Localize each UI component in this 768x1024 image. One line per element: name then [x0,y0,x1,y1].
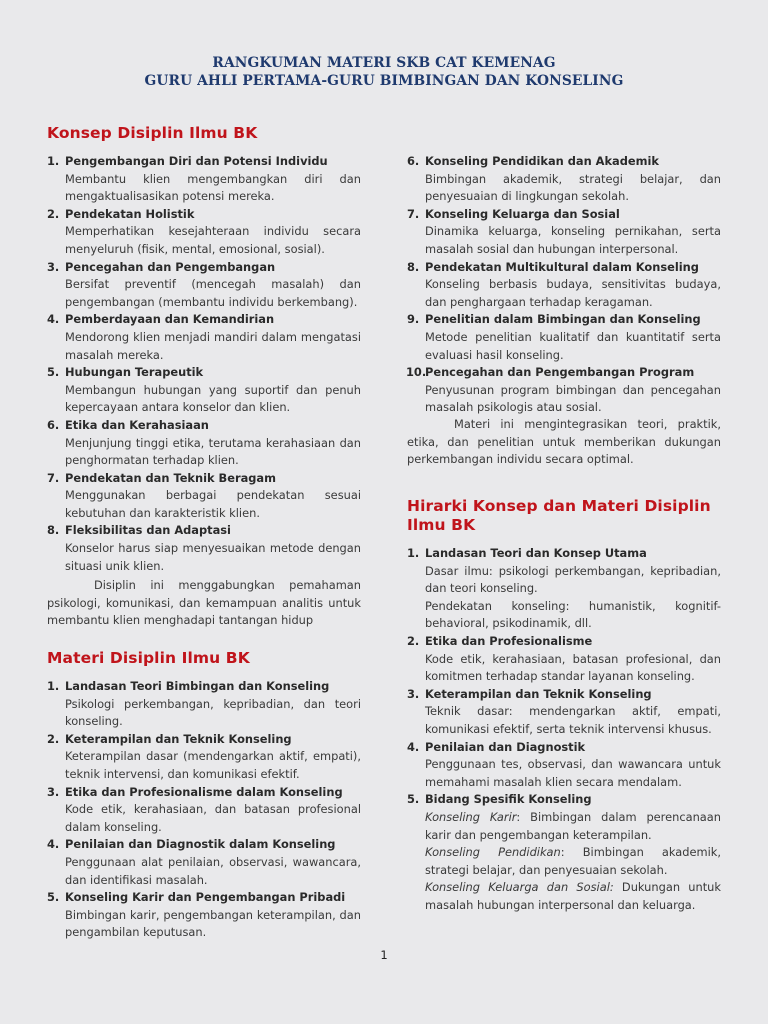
document-title [0,54,768,90]
item-number: 5. [407,792,420,807]
title-line-1: RANGKUMAN MATERI SKB CAT KEMENAG [212,55,556,71]
item-description: Psikologi perkembangan, kepribadian, dan teori konseling. [65,696,361,729]
konsep-summary: Disiplin ini menggabungkan pemahaman psikologi, komunikasi, dan kemampuan analitis untuk membantu klien menghadapi tantangan hidup [47,578,361,628]
item-title: Landasan Teori dan Konsep Utama [425,546,647,560]
list-item [47,470,361,523]
item-description: Metode penelitian kualitatif dan kuantitatif serta evaluasi hasil konseling. [425,329,721,362]
item-number: 1. [407,546,420,560]
item-title: Keterampilan dan Teknik Konseling [65,731,292,746]
sub-item [425,879,721,914]
item-number: 4. [407,739,420,754]
list-item [407,153,721,206]
item-number: 8. [47,523,60,538]
item-title: Hubungan Terapeutik [65,365,204,380]
item-title: Etika dan Profesionalisme [425,633,593,648]
materi-list [47,678,361,942]
item-description: Konselor harus siap menyesuaikan metode dengan situasi unik klien. [65,541,361,573]
list-item [47,206,361,259]
item-number: 8. [407,259,420,274]
item-description: Bersifat preventif (mencegah masalah) dan pengembangan (membantu individu berkembang). [65,277,361,309]
sub-item: Konseling Pendidikan: Bimbingan akademik, strategi belajar, dan penyesuaian sekolah. [425,845,722,877]
item-title: Pencegahan dan Pengembangan [65,259,276,274]
list-item [47,259,361,312]
item-title: Fleksibilitas dan Adaptasi [65,523,231,538]
item-description: Kode etik, kerahasiaan, dan batasan profesional dalam konseling. [65,802,361,834]
item-number: 7. [407,206,420,221]
item-description: Penggunaan tes, observasi, dan wawancara untuk memahami masalah klien secara mendalam. [425,757,721,789]
list-item [47,417,361,470]
hirarki-list [407,545,721,914]
item-title: Pengembangan Diri dan Potensi Individu [65,154,328,168]
sub-item-text: Dukungan untuk masalah hubungan interpersonal dan keluarga. [425,880,721,912]
item-description: Penggunaan alat penilaian, observasi, wawancara, dan identifikasi masalah. [65,854,361,887]
list-item [407,791,721,914]
sub-item-text: Bimbingan akademik, strategi belajar, dan penyesuaian sekolah. [425,845,722,877]
section-heading-materi: Materi Disiplin Ilmu BK [47,649,250,667]
list-item [47,836,361,889]
list-item [407,633,721,686]
item-title: Pendekatan dan Teknik Beragam [65,470,276,485]
list-item [47,784,361,837]
item-number: 6. [407,154,420,168]
heading-line-1: Hirarki Konsep dan Materi Disiplin [407,497,711,515]
item-description: Bimbingan karir, pengembangan keterampilan, dan pengambilan keputusan. [65,907,361,940]
item-number: 2. [407,633,420,648]
item-title: Pendekatan Holistik [65,206,195,221]
item-description: Membantu klien mengembangkan diri dan mengaktualisasikan potensi mereka. [65,171,361,204]
item-title: Landasan Teori Bimbingan dan Konseling [65,679,330,693]
item-description: Teknik dasar: mendengarkan aktif, empati, komunikasi efektif, serta teknik intervensi khusus. [425,704,721,736]
item-number: 1. [47,154,60,168]
title-line-2: GURU AHLI PERTAMA-GURU BIMBINGAN DAN KONSELING [144,73,624,89]
item-number: 10. [406,365,427,380]
konsep-list [47,153,361,575]
item-description: Pendekatan konseling: humanistik, kognitif-behavioral, psikodinamik, dll. [425,598,721,631]
item-title: Konseling Pendidikan dan Akademik [425,154,659,168]
list-item [47,522,361,575]
item-description: Menggunakan berbagai pendekatan sesuai kebutuhan dan karakteristik klien. [65,488,361,520]
list-item [407,364,721,417]
item-title: Pencegahan dan Pengembangan Program [425,365,695,380]
section-heading-hirarki [407,497,711,535]
item-number: 3. [47,784,60,799]
item-title: Etika dan Kerahasiaan [65,417,209,432]
item-title: Bidang Spesifik Konseling [425,792,592,807]
list-item [407,545,721,633]
item-number: 2. [47,731,60,746]
item-number: 4. [47,837,60,852]
heading-line-2: Ilmu BK [407,516,476,534]
sub-item-label: Konseling Keluarga dan Sosial: [425,880,614,895]
item-number: 9. [407,312,420,327]
item-description: Membangun hubungan yang suportif dan penuh kepercayaan antara konselor dan klien. [65,382,361,415]
materi-summary: Materi ini mengintegrasikan teori, praktik, etika, dan penelitian untuk memberikan dukungan perkembangan individu secara optimal. [407,417,721,467]
list-item [47,311,361,364]
item-number: 5. [47,890,60,905]
list-item [47,731,361,784]
item-title: Penilaian dan Diagnostik [425,739,586,754]
item-title: Keterampilan dan Teknik Konseling [425,686,652,701]
item-number: 3. [407,686,420,701]
item-number: 4. [47,312,60,327]
sub-item-label: Konseling Karir [425,809,517,824]
page-number: 1 [380,948,388,962]
item-number: 7. [47,470,60,485]
item-number: 2. [47,206,60,221]
item-title: Etika dan Profesionalisme dalam Konseling [65,784,343,799]
list-item [47,678,361,731]
item-description: Penyusunan program bimbingan dan pencegahan masalah psikologis atau sosial. [425,382,721,415]
list-item [407,311,721,364]
item-description: Dinamika keluarga, konseling pernikahan, serta masalah sosial dan hubungan interpersonal. [425,224,721,256]
sub-item: Konseling Karir: Bimbingan dalam perencanaan karir dan pengembangan keterampilan. [425,809,721,842]
item-description: Memperhatikan kesejahteraan individu secara menyeluruh (fisik, mental, emosional, sosial). [65,224,361,256]
item-number: 5. [47,365,60,380]
section-heading-konsep: Konsep Disiplin Ilmu BK [47,124,258,142]
item-number: 6. [47,417,60,432]
item-description: Dasar ilmu: psikologi perkembangan, kepribadian, dan teori konseling. [425,563,721,596]
item-title: Penilaian dan Diagnostik dalam Konseling [65,837,336,852]
item-title: Konseling Karir dan Pengembangan Pribadi [65,890,346,905]
list-item [407,739,721,792]
sub-item-text: Bimbingan dalam perencanaan karir dan pengembangan keterampilan. [425,809,721,842]
item-number: 3. [47,259,60,274]
list-item [47,153,361,206]
item-description: Menjunjung tinggi etika, terutama kerahasiaan dan penghormatan terhadap klien. [65,435,361,468]
list-item [407,206,721,259]
item-title: Konseling Keluarga dan Sosial [425,206,620,221]
konsep-list-continued [407,153,721,417]
item-description: Bimbingan akademik, strategi belajar, dan penyesuaian di lingkungan sekolah. [425,171,721,204]
item-description: Konseling berbasis budaya, sensitivitas budaya, dan penghargaan terhadap keragaman. [425,277,721,309]
list-item [47,364,361,417]
list-item [407,259,721,312]
item-title: Pendekatan Multikultural dalam Konseling [425,259,699,274]
item-description: Kode etik, kerahasiaan, batasan profesional, dan komitmen terhadap standar layanan konseling. [425,651,721,684]
list-item [407,686,721,739]
item-description: Mendorong klien menjadi mandiri dalam mengatasi masalah mereka. [65,329,361,362]
item-title: Penelitian dalam Bimbingan dan Konseling [425,312,701,327]
item-number: 1. [47,679,60,693]
list-item [47,889,361,942]
item-description: Keterampilan dasar (mendengarkan aktif, empati), teknik intervensi, dan komunikasi efektif. [65,749,361,781]
item-title: Pemberdayaan dan Kemandirian [65,312,275,327]
sub-item-label: Konseling Pendidikan [425,845,561,860]
